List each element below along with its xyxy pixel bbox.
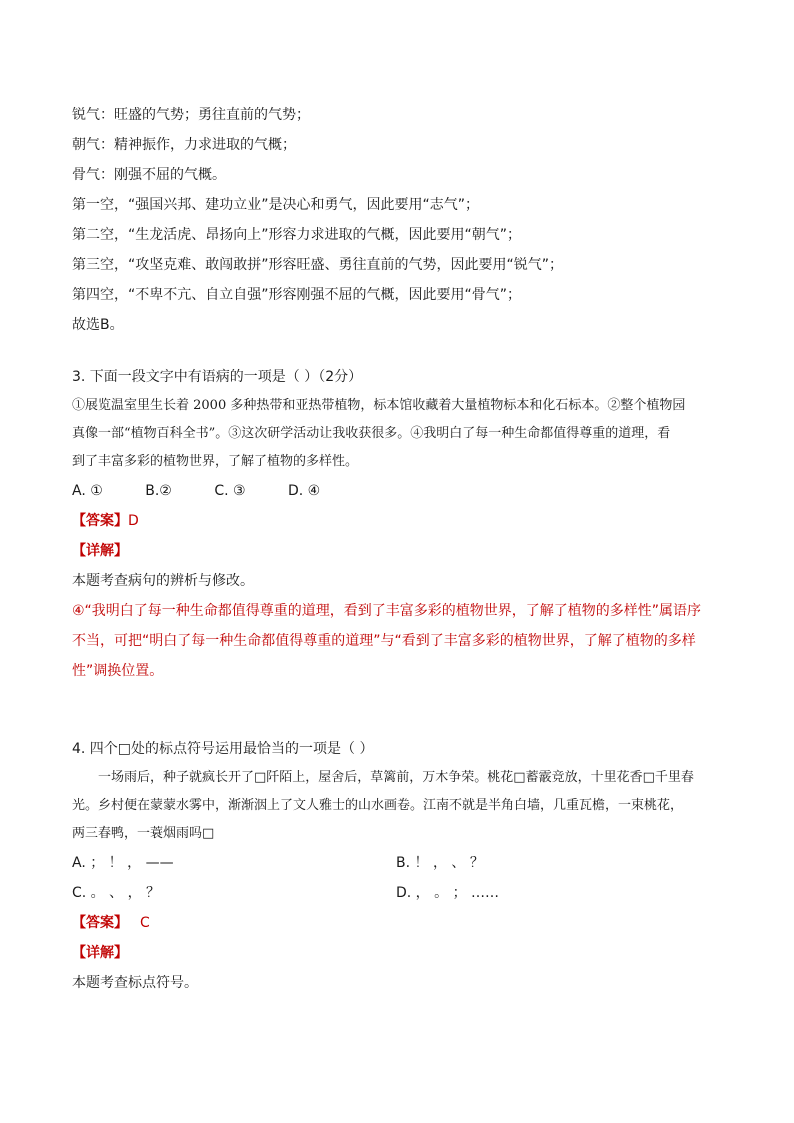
options-row xyxy=(72,476,732,506)
option-c: C. ③ xyxy=(214,483,246,499)
topic-line: 本题考查病句的辨析与修改。 xyxy=(72,573,254,589)
definition-line: 朝气：精神振作，力求进取的气概； xyxy=(72,137,296,153)
question-stem: 4. 四个□处的标点符号运用最恰当的一项是（ ） xyxy=(72,741,374,757)
definition-line: 锐气：旺盛的气势；勇往直前的气势； xyxy=(72,107,310,123)
passage-line: 两三春鸭，一蓑烟雨吗□ xyxy=(72,826,215,841)
explanation-line: 不当，可把“明白了每一种生命都值得尊重的道理”与“看到了丰富多彩的植物世界，了解了植物的多样 xyxy=(72,633,696,649)
answer-row xyxy=(72,908,732,938)
option-d: D. ④ xyxy=(288,483,321,499)
blank-explanation: 第三空，“攻坚克难、敢闯敢拼”形容旺盛、勇往直前的气势，因此要用“锐气”； xyxy=(72,257,564,273)
passage-line: 一场雨后，种子就疯长开了□阡陌上，屋舍后，草篱前，万木争荣。桃花□蓄霰竞放，十里花香□千里春 xyxy=(98,770,694,785)
options-row xyxy=(72,878,732,908)
topic-line: 本题考查标点符号。 xyxy=(72,975,198,991)
answer-label: 【答案】 xyxy=(72,915,128,931)
option-a: A. ① xyxy=(72,483,103,499)
option-b: B.② xyxy=(145,483,172,499)
answer-label: 【答案】 xyxy=(72,513,128,529)
option-b: B. ！ ， 、 ？ xyxy=(396,855,484,871)
options-row xyxy=(72,848,732,878)
document-page xyxy=(72,100,732,998)
definition-line: 骨气：刚强不屈的气概。 xyxy=(72,167,226,183)
blank-explanation: 第四空，“不卑不亢、自立自强”形容刚强不屈的气概，因此要用“骨气”； xyxy=(72,287,522,303)
option-c: C. 。 、 ， ？ xyxy=(72,885,161,901)
explanation-line: 性”调换位置。 xyxy=(72,663,164,679)
answer-row xyxy=(72,506,732,536)
answer-value: C xyxy=(140,915,150,931)
explanation-line: ④“我明白了每一种生命都值得尊重的道理，看到了丰富多彩的植物世界，了解了植物的多样性”属语序 xyxy=(72,603,702,619)
question-3 xyxy=(72,362,732,686)
conclusion: 故选B。 xyxy=(72,317,124,333)
blank-explanation: 第二空，“生龙活虎、昂扬向上”形容力求进取的气概，因此要用“朝气”； xyxy=(72,227,522,243)
passage-line: 真像一部“植物百科全书”。③这次研学活动让我收获很多。④我明白了每一种生命都值得尊重的道理，看 xyxy=(72,426,671,441)
passage-line: 到了丰富多彩的植物世界，了解了植物的多样性。 xyxy=(72,454,359,469)
passage-line: 光。乡村便在蒙蒙水雾中，渐渐洇上了文人雅士的山水画卷。江南不就是半角白墙，几重瓦檐，一束桃花， xyxy=(72,798,684,813)
question-stem: 3. 下面一段文字中有语病的一项是（ ）（2分） xyxy=(72,369,363,385)
option-d: D. ， 。 ； …… xyxy=(396,885,500,901)
passage-line: ①展览温室里生长着 2000 多种热带和亚热带植物，标本馆收藏着大量植物标本和化石标本。②整个植物园 xyxy=(72,398,686,413)
option-a: A. ； ！ ， —— xyxy=(72,855,174,871)
answer-value: D xyxy=(128,513,139,529)
detail-label: 【详解】 xyxy=(72,945,128,961)
detail-label: 【详解】 xyxy=(72,543,128,559)
blank-explanation: 第一空，“强国兴邦、建功立业”是决心和勇气，因此要用“志气”； xyxy=(72,197,480,213)
question-4 xyxy=(72,734,732,998)
